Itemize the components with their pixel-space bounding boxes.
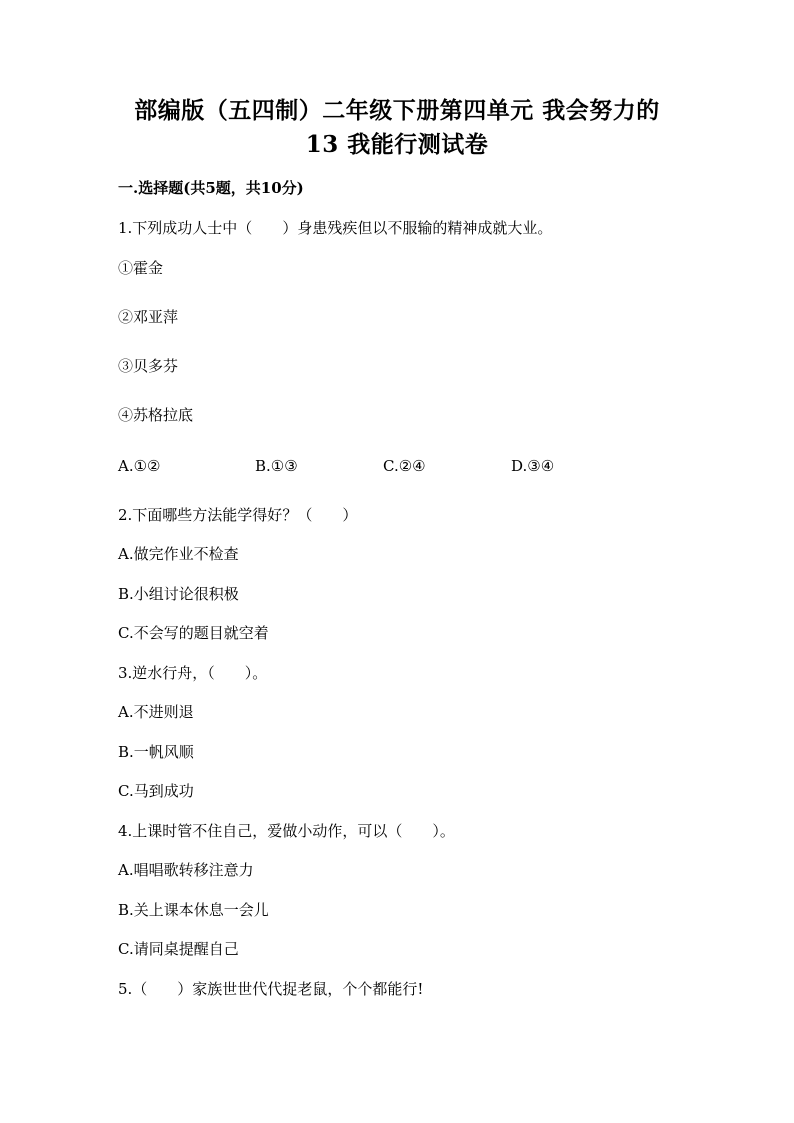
page-title-line-2: 13 我能行测试卷 bbox=[305, 131, 489, 158]
question-5-stem: 5.（ ）家族世世代代捉老鼠，个个都能行! bbox=[118, 980, 424, 998]
page-title-line-1: 部编版（五四制）二年级下册第四单元 我会努力的 bbox=[134, 97, 660, 124]
question-1-stem: 1.下列成功人士中（ ）身患残疾但以不服输的精神成就大业。 bbox=[118, 219, 553, 237]
question-1-choice-a: A.①② bbox=[118, 457, 161, 475]
question-1-choice-c: C.②④ bbox=[383, 457, 426, 475]
question-1-choice-d: D.③④ bbox=[511, 457, 555, 475]
section-heading-choice: 一.选择题(共5题，共10分) bbox=[118, 179, 304, 197]
question-4-option-a: A.唱唱歌转移注意力 bbox=[118, 861, 254, 879]
question-2-stem: 2.下面哪些方法能学得好？（ ） bbox=[118, 506, 358, 524]
question-2-option-b: B.小组讨论很积极 bbox=[118, 585, 239, 603]
question-4-stem: 4.上课时管不住自己，爱做小动作，可以（ ）。 bbox=[118, 822, 455, 840]
question-1-item-1: ①霍金 bbox=[118, 259, 164, 277]
question-1-item-2: ②邓亚萍 bbox=[118, 308, 179, 326]
question-2-option-a: A.做完作业不检查 bbox=[118, 545, 239, 563]
question-3-option-a: A.不进则退 bbox=[118, 703, 194, 721]
question-3-option-b: B.一帆风顺 bbox=[118, 743, 194, 761]
question-4-option-b: B.关上课本休息一会儿 bbox=[118, 901, 269, 919]
question-2-option-c: C.不会写的题目就空着 bbox=[118, 624, 269, 642]
question-4-option-c: C.请同桌提醒自己 bbox=[118, 940, 239, 958]
question-3-stem: 3.逆水行舟，（ ）。 bbox=[118, 664, 268, 682]
question-1-choice-b: B.①③ bbox=[255, 457, 298, 475]
question-1-item-3: ③贝多芬 bbox=[118, 357, 179, 375]
question-3-option-c: C.马到成功 bbox=[118, 782, 194, 800]
question-1-item-4: ④苏格拉底 bbox=[118, 406, 194, 424]
